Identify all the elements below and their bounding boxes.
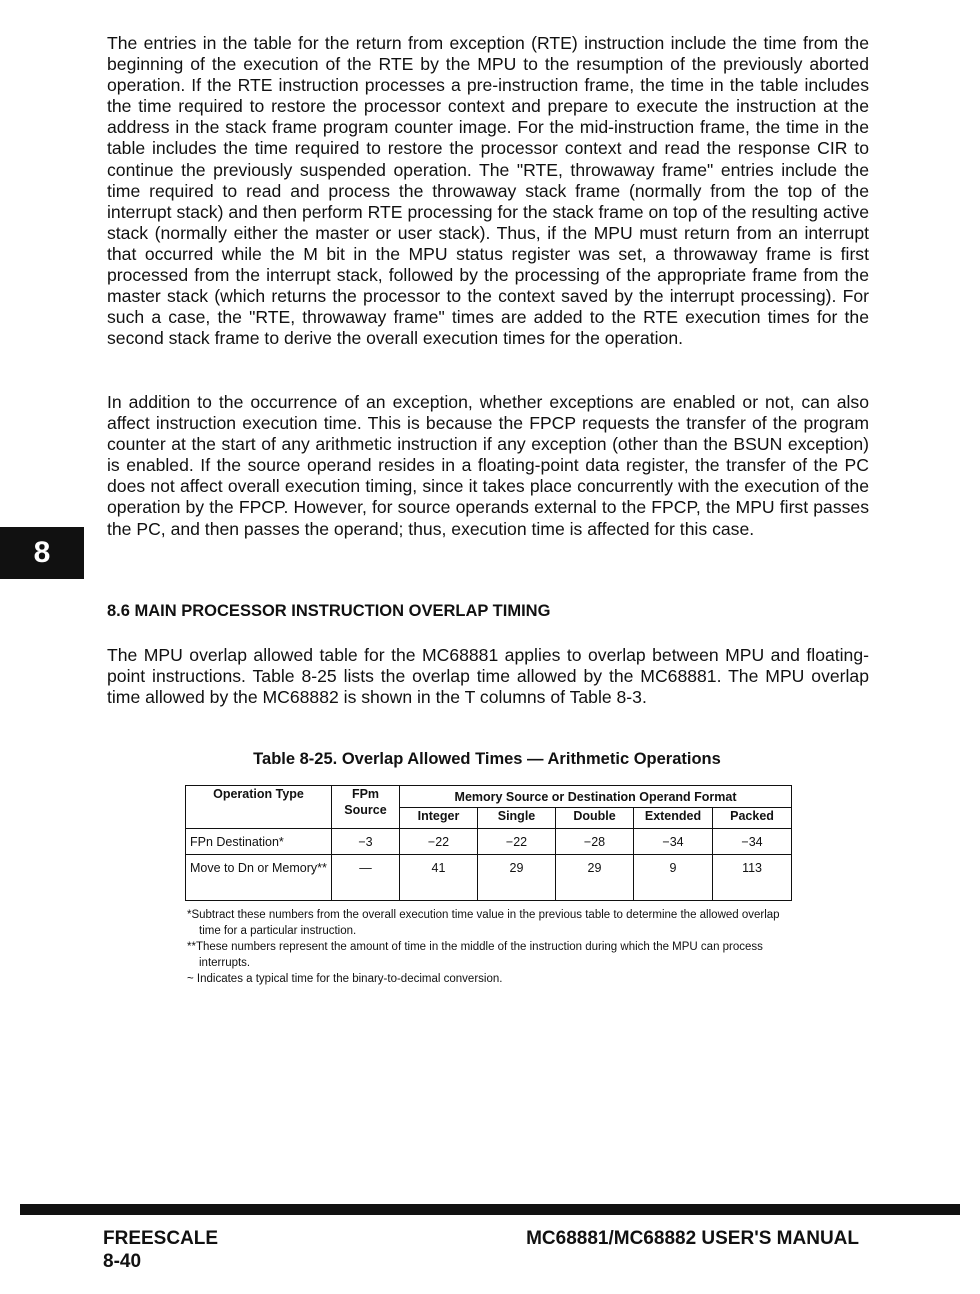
table-note: ~ Indicates a typical time for the binary-to-decimal conversion. — [187, 973, 503, 985]
table-header-row — [186, 786, 792, 808]
header-operation-type: Operation Type — [186, 786, 332, 829]
footer-left — [103, 1227, 218, 1273]
chapter-tab: 8 — [0, 527, 84, 579]
header-single: Single — [478, 808, 556, 829]
cell-double: 29 — [556, 855, 634, 901]
row-operation: FPn Destination* — [186, 829, 332, 855]
footer-manual-title: MC68881/MC68882 USER'S MANUAL — [526, 1228, 859, 1249]
cell-packed: −34 — [713, 829, 792, 855]
table-notes — [187, 907, 792, 987]
header-packed: Packed — [713, 808, 792, 829]
cell-single: −22 — [478, 829, 556, 855]
row-fpm: — — [332, 855, 400, 901]
cell-packed: 113 — [713, 855, 792, 901]
section-heading: 8.6 MAIN PROCESSOR INSTRUCTION OVERLAP TIMING — [107, 602, 551, 620]
header-memory-group: Memory Source or Destination Operand Format — [400, 786, 792, 808]
cell-integer: −22 — [400, 829, 478, 855]
cell-integer: 41 — [400, 855, 478, 901]
table-note: **These numbers represent the amount of time in the middle of the instruction during which the MPU can process interrupts. — [187, 941, 763, 969]
table-row — [186, 829, 792, 855]
body-paragraph-rte: The entries in the table for the return from exception (RTE) instruction include the time from the beginning of the execution of the RTE by the MPU to the resumption of the previously aborted operation. If the RTE instruction processes a pre-instruction frame, the time in the table includes the time required to restore the processor context and prepare to execute the instruction at the address in the stack frame program counter image. For the mid-instruction frame, the time in the table includes the time required to restore the processor context and read the response CIR to continue the previously suspended operation. The "RTE, throwaway frame" entries include the time required to read and process the throwaway stack frame (normally from the top of the interrupt stack) and then perform RTE processing for the stack frame on top of the resulting active stack (normally either the master or user stack). Thus, if the MPU must return from an interrupt that occurred while the M bit in the MPU status register was set, a throwaway frame is first processed from the interrupt stack, followed by the processing of the appropriate frame from the master stack (which returns the processor to the context saved by the interrupt processing). For such a case, the "RTE, throwaway frame" times are added to the RTE execution times for the second stack frame to derive the overall execution times for the operation. — [107, 33, 869, 349]
footer-rule — [20, 1204, 960, 1215]
overlap-table — [185, 785, 792, 901]
footer-page-number: 8-40 — [103, 1251, 142, 1272]
header-extended: Extended — [634, 808, 713, 829]
body-paragraph-overlap: The MPU overlap allowed table for the MC68881 applies to overlap between MPU and floating-point instructions. Table 8-25 lists the overlap time allowed by the MC68881. The MPU overlap time allowed by the MC68882 is shown in the T columns of Table 8-3. — [107, 645, 869, 708]
cell-extended: 9 — [634, 855, 713, 901]
header-double: Double — [556, 808, 634, 829]
table-caption — [0, 750, 980, 769]
table-note: *Subtract these numbers from the overall execution time value in the previous table to determine the allowed overlap time for a particular instruction. — [187, 909, 780, 937]
header-integer: Integer — [400, 808, 478, 829]
footer-brand: FREESCALE — [103, 1228, 219, 1249]
table-row — [186, 855, 792, 901]
header-fpm-source: FPm Source — [332, 786, 400, 829]
row-operation: Move to Dn or Memory** — [186, 855, 332, 901]
cell-double: −28 — [556, 829, 634, 855]
body-paragraph-exceptions: In addition to the occurrence of an exception, whether exceptions are enabled or not, can also affect instruction execution time. This is because the FPCP requests the transfer of the program counter at the start of any arithmetic instruction if any exception (other than the BSUN exception) is enabled. If the source operand resides in a floating-point data register, the transfer of the PC does not affect overall execution timing, since it takes place concurrently with the execution of the operation by the FPCP. However, for source operands external to the FPCP, the MPU first passes the PC, and then passes the operand; thus, execution time is affected for this case. — [107, 392, 869, 539]
row-fpm: −3 — [332, 829, 400, 855]
cell-single: 29 — [478, 855, 556, 901]
table-caption-text: Table 8-25. Overlap Allowed Times — Arithmetic Operations — [253, 750, 721, 768]
cell-extended: −34 — [634, 829, 713, 855]
